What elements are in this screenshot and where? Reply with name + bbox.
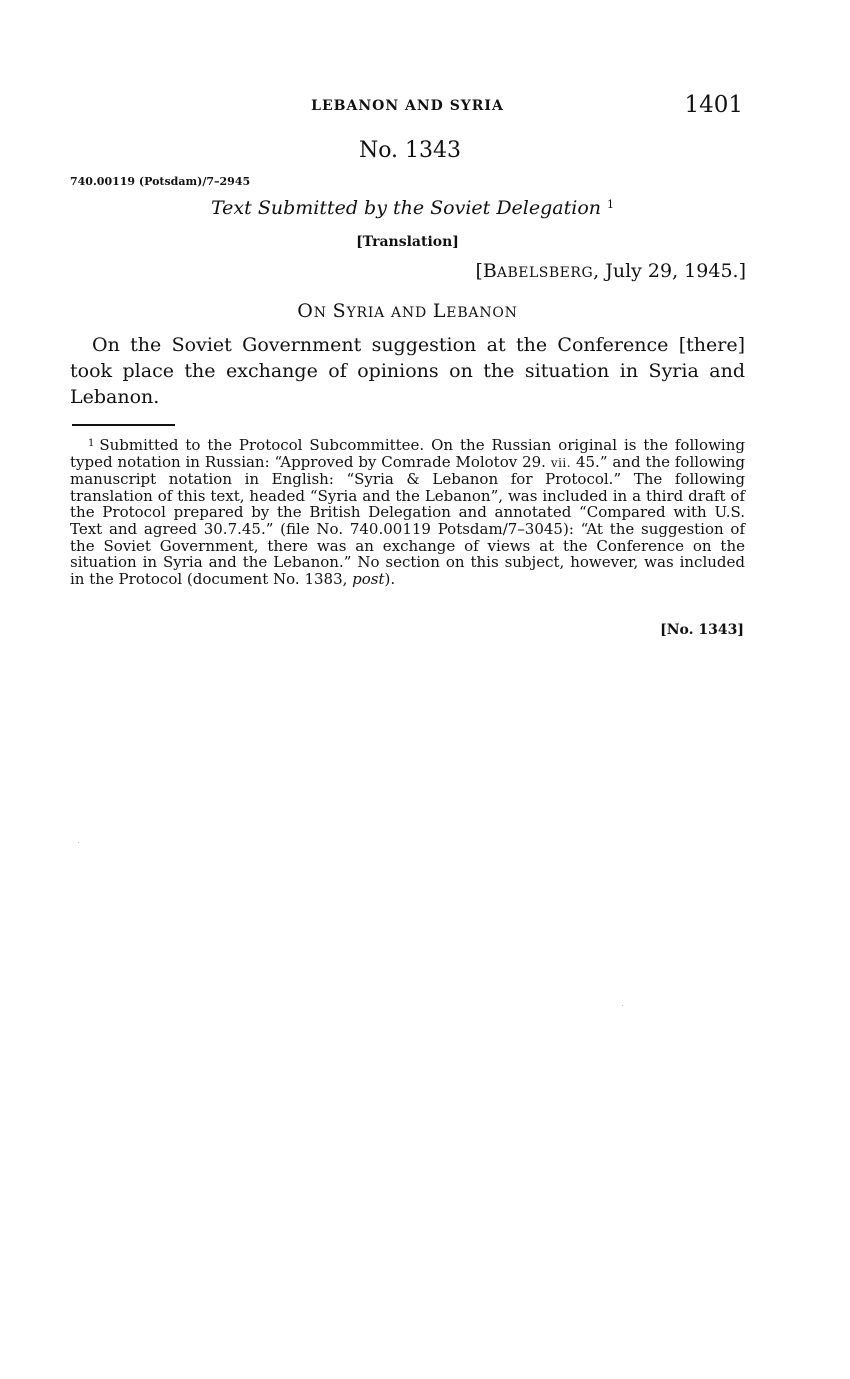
- section-title-word: S: [332, 300, 347, 322]
- dateline-place: ABELSBERG: [496, 265, 594, 281]
- section-title-word: YRIA: [346, 305, 386, 321]
- scan-speck: [78, 842, 79, 843]
- document-heading: [70, 197, 745, 219]
- section-title-word: N: [313, 305, 327, 321]
- footnote-separator: [72, 424, 175, 426]
- section-title-word: O: [297, 300, 314, 322]
- dateline: [476, 260, 747, 282]
- footnote-text: 45.” and the following manuscript notation in English: “Syria & Lebanon for Protocol.” The following translation of this text, headed “Syria and the Lebanon”, was included in a third draft of the Protocol prepared by the British Delegation and annotated “Compared with U.S. Text and agreed 30.7.45.” (file No. 740.00119 Potsdam/7–3045): “At the suggestion of the Soviet Government, there was an exchange of views at the Conference on the situation in Syria and the Lebanon.” No section on this subject, however, was included in the Protocol (document No. 1383,: [70, 452, 745, 588]
- footnote-roman-month: vii.: [550, 455, 572, 470]
- dateline-bracket: [: [475, 260, 483, 282]
- body-paragraph: On the Soviet Government suggestion at the Conference [there] took place the exchange of opinions on the situation in Syria and Lebanon.: [70, 334, 745, 408]
- footnote-italic-word: post: [352, 569, 385, 588]
- page-number: 1401: [684, 92, 743, 118]
- footnote: [70, 436, 745, 587]
- running-header: [70, 92, 745, 122]
- catchword: [No. 1343]: [660, 622, 744, 638]
- file-reference: 740.00119 (Potsdam)/7–2945: [70, 175, 251, 188]
- footnote-mark: 1: [88, 438, 95, 449]
- footnote-text: ).: [384, 569, 396, 588]
- section-title-word: AND: [390, 305, 427, 321]
- scan-speck: [622, 1005, 623, 1006]
- document-number: No. 1343: [358, 138, 462, 163]
- running-title: LEBANON AND SYRIA: [311, 98, 504, 114]
- section-title-word: L: [432, 300, 447, 322]
- dateline-date: , July 29, 1945.]: [593, 260, 746, 282]
- section-title-word: EBANON: [446, 305, 518, 321]
- document-heading-text: Text Submitted by the Soviet Delegation: [210, 197, 601, 219]
- footnote-text: Submitted to the Protocol Subcommittee. On the Russian original is the following typed notation in Russian: “Approved by Comrade Molotov 29.: [70, 436, 745, 471]
- translation-note: [Translation]: [356, 234, 459, 250]
- dateline-place-initial: B: [482, 260, 497, 282]
- section-title: [70, 300, 745, 322]
- footnote-reference-mark[interactable]: 1: [607, 198, 614, 211]
